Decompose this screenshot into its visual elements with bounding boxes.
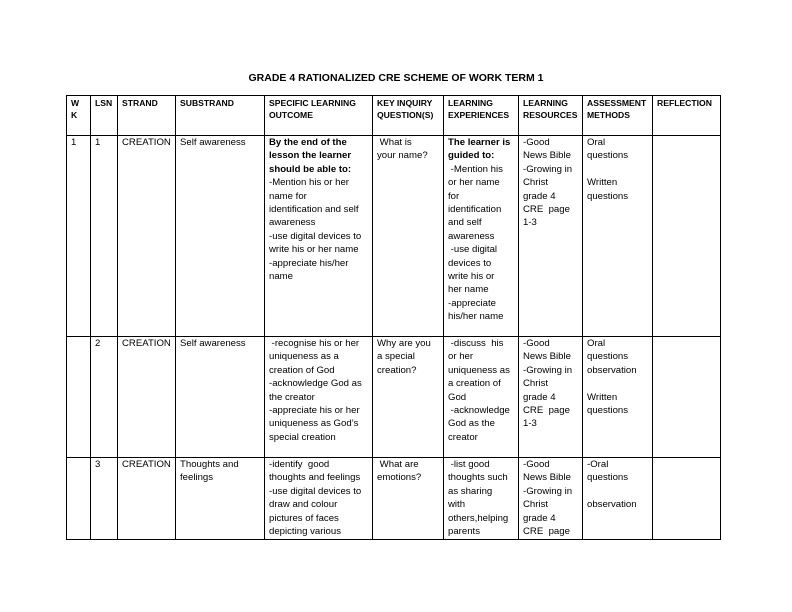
cell-line: OUTCOME xyxy=(269,110,313,120)
cell-line: creator xyxy=(448,431,478,443)
cell-line: Why are you xyxy=(377,338,431,349)
cell-line: -Good xyxy=(523,137,550,148)
cell-strand: CREATION xyxy=(118,458,176,540)
header-resources xyxy=(519,96,583,136)
cell-line: observation xyxy=(587,499,637,511)
table-header-row xyxy=(67,96,721,136)
cell-line: thoughts and feelings xyxy=(269,472,361,484)
cell-line: feelings xyxy=(180,472,214,484)
cell-line: guided to: xyxy=(448,150,495,162)
header-wk xyxy=(67,96,91,136)
cell-line: Thoughts and xyxy=(180,459,239,470)
cell-line: thoughts such xyxy=(448,472,508,484)
cell-question xyxy=(373,458,444,540)
cell-line: questions xyxy=(587,405,629,417)
header-substrand xyxy=(176,96,265,136)
page-title: GRADE 4 RATIONALIZED CRE SCHEME OF WORK TERM 1 xyxy=(248,72,544,84)
cell-line xyxy=(587,377,649,390)
cell-line: lesson the learner xyxy=(269,150,352,162)
cell-reflection xyxy=(653,136,721,337)
cell-line: METHODS xyxy=(587,110,630,120)
table-row xyxy=(67,136,721,337)
cell-line: Written xyxy=(587,391,618,403)
cell-line: -use digital devices to xyxy=(269,230,362,242)
cell-line: -Good xyxy=(523,338,550,349)
cell-assessment xyxy=(583,337,653,458)
cell-line: LSN xyxy=(95,98,113,108)
cell-line: The learner is xyxy=(448,137,511,148)
cell-line: W xyxy=(71,98,80,108)
cell-outcome xyxy=(265,136,373,337)
cell-substrand xyxy=(176,136,265,337)
cell-line: others,helping xyxy=(448,512,509,524)
cell-line: K xyxy=(71,110,78,120)
cell-line: draw and colour xyxy=(269,499,338,511)
cell-line: for xyxy=(448,190,460,202)
cell-line: depicting various xyxy=(269,526,341,538)
cell-line: grade 4 xyxy=(523,190,556,202)
cell-strand: CREATION xyxy=(118,337,176,458)
cell-line: -Growing in xyxy=(523,163,573,175)
cell-line: write his or xyxy=(448,271,495,283)
cell-line: as sharing xyxy=(448,485,493,497)
cell-line: -acknowledge xyxy=(448,405,510,417)
cell-line: -list good xyxy=(448,459,490,470)
cell-line: emotions? xyxy=(377,472,422,484)
cell-line: questions xyxy=(587,150,629,162)
cell-line: Oral xyxy=(587,338,606,349)
cell-line: News Bible xyxy=(523,150,571,162)
cell-line: Christ xyxy=(523,499,549,511)
cell-line: LEARNING xyxy=(448,98,493,108)
cell-line: -appreciate his/her xyxy=(269,257,349,269)
cell-substrand xyxy=(176,337,265,458)
cell-question xyxy=(373,136,444,337)
cell-wk xyxy=(67,337,91,458)
cell-line: SUBSTRAND xyxy=(180,98,234,108)
cell-strand: CREATION xyxy=(118,136,176,337)
cell-line: 1-3 xyxy=(523,418,537,430)
cell-line: By the end of the xyxy=(269,137,347,148)
cell-line: uniqueness as a xyxy=(269,351,339,363)
cell-line: -discuss his xyxy=(448,338,504,349)
cell-line: KEY INQUIRY xyxy=(377,98,433,108)
cell-line xyxy=(587,485,649,498)
cell-line xyxy=(587,163,649,176)
cell-line: devices to xyxy=(448,257,492,269)
cell-line: CRE page xyxy=(523,405,570,417)
cell-line: -Mention his or her xyxy=(269,177,349,189)
cell-line: uniqueness as xyxy=(448,364,510,376)
header-outcome xyxy=(265,96,373,136)
cell-line: parents xyxy=(448,526,480,538)
cell-line: CRE page xyxy=(523,204,570,216)
cell-line: grade 4 xyxy=(523,391,556,403)
cell-line: CRE page xyxy=(523,526,570,538)
cell-line: QUESTION(S) xyxy=(377,110,434,120)
cell-lsn: 3 xyxy=(91,458,118,540)
cell-line: with xyxy=(448,499,466,511)
cell-line: and self xyxy=(448,217,482,229)
cell-line: Christ xyxy=(523,378,549,390)
cell-line: pictures of faces xyxy=(269,512,339,524)
cell-line: -Growing in xyxy=(523,364,573,376)
cell-line: -use digital xyxy=(448,244,498,256)
cell-line: -identify good xyxy=(269,459,330,470)
cell-line: What is xyxy=(377,137,412,148)
cell-line: a special xyxy=(377,351,415,363)
cell-line: -Good xyxy=(523,459,550,470)
cell-line: -recognise his or her xyxy=(269,338,360,349)
cell-assessment xyxy=(583,136,653,337)
cell-line: questions xyxy=(587,351,629,363)
cell-line: special creation xyxy=(269,431,336,443)
cell-line: -appreciate xyxy=(448,297,496,309)
header-question xyxy=(373,96,444,136)
cell-line: write his or her name xyxy=(269,244,359,256)
cell-line: uniqueness as God’s xyxy=(269,418,359,430)
cell-resources xyxy=(519,337,583,458)
cell-line: SPECIFIC LEARNING xyxy=(269,98,356,108)
cell-line: 1-3 xyxy=(523,217,537,229)
cell-line: REFLECTION xyxy=(657,98,712,108)
cell-line: creation? xyxy=(377,364,417,376)
cell-line: EXPERIENCES xyxy=(448,110,510,120)
cell-line: questions xyxy=(587,472,629,484)
cell-line: God xyxy=(448,391,467,403)
cell-resources xyxy=(519,458,583,540)
cell-line: Self awareness xyxy=(180,338,246,349)
cell-line: should be able to: xyxy=(269,163,352,175)
cell-line: awareness xyxy=(269,217,316,229)
cell-reflection xyxy=(653,337,721,458)
cell-wk: 1 xyxy=(67,136,91,337)
cell-experiences xyxy=(444,458,519,540)
cell-experiences xyxy=(444,136,519,337)
header-assessment xyxy=(583,96,653,136)
cell-line: God as the xyxy=(448,418,495,430)
cell-experiences xyxy=(444,337,519,458)
cell-resources xyxy=(519,136,583,337)
cell-question xyxy=(373,337,444,458)
cell-lsn: 2 xyxy=(91,337,118,458)
cell-outcome xyxy=(265,458,373,540)
cell-line: grade 4 xyxy=(523,512,556,524)
cell-line: her name xyxy=(448,284,489,296)
cell-outcome xyxy=(265,337,373,458)
cell-line: his/her name xyxy=(448,311,504,323)
header-lsn xyxy=(91,96,118,136)
cell-line: questions xyxy=(587,190,629,202)
cell-line: or her xyxy=(448,351,474,363)
cell-line: -Mention his xyxy=(448,163,503,175)
cell-line: -acknowledge God as xyxy=(269,378,362,390)
cell-line: -Oral xyxy=(587,459,609,470)
header-experiences xyxy=(444,96,519,136)
cell-line: LEARNING xyxy=(523,98,568,108)
cell-line: identification xyxy=(448,204,502,216)
cell-assessment xyxy=(583,458,653,540)
cell-substrand xyxy=(176,458,265,540)
cell-line: -use digital devices to xyxy=(269,485,362,497)
cell-wk xyxy=(67,458,91,540)
cell-line: Christ xyxy=(523,177,549,189)
cell-line: News Bible xyxy=(523,351,571,363)
cell-line: Oral xyxy=(587,137,606,148)
header-reflection xyxy=(653,96,721,136)
cell-line: identification and self xyxy=(269,204,359,216)
cell-line: Self awareness xyxy=(180,137,246,148)
cell-line: name xyxy=(269,271,293,283)
cell-lsn: 1 xyxy=(91,136,118,337)
cell-line: -appreciate his or her xyxy=(269,405,360,417)
cell-line: the creator xyxy=(269,391,315,403)
cell-line: your name? xyxy=(377,150,428,162)
cell-line: What are xyxy=(377,459,419,470)
header-strand xyxy=(118,96,176,136)
cell-line: RESOURCES xyxy=(523,110,578,120)
cell-line: ASSESSMENT xyxy=(587,98,647,108)
scheme-table xyxy=(66,95,721,540)
table-row xyxy=(67,458,721,540)
cell-reflection xyxy=(653,458,721,540)
cell-line: awareness xyxy=(448,230,495,242)
cell-line: a creation of xyxy=(448,378,501,390)
cell-line: -Growing in xyxy=(523,485,573,497)
cell-line: Written xyxy=(587,177,618,189)
cell-line: or her name xyxy=(448,177,500,189)
cell-line: observation xyxy=(587,364,637,376)
cell-line: STRAND xyxy=(122,98,158,108)
cell-line: name for xyxy=(269,190,307,202)
cell-line: creation of God xyxy=(269,364,335,376)
cell-line: News Bible xyxy=(523,472,571,484)
table-row xyxy=(67,337,721,458)
